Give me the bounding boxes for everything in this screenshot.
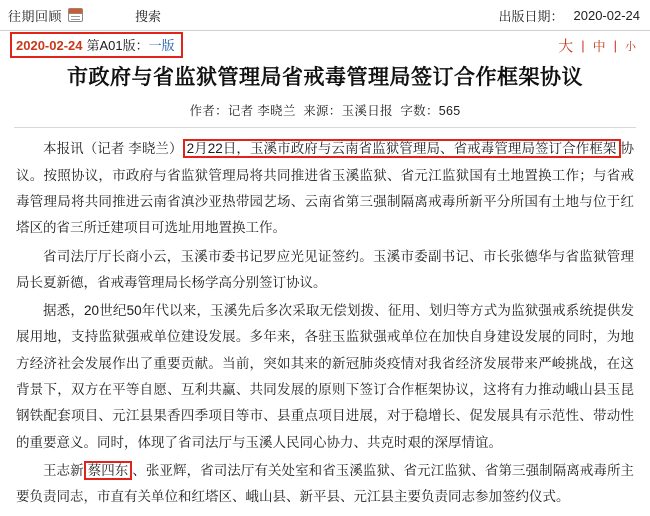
paragraph-4-lead: 王志新 — [43, 463, 84, 478]
author-label: 作者： — [189, 104, 228, 119]
paragraph-1-highlight: 2月22日，玉溪市政府与云南省监狱管理局、省戒毒管理局签订合作框架 — [183, 139, 621, 158]
source-value: 玉溪日报 — [341, 104, 393, 119]
font-size-small[interactable]: 小 — [625, 40, 636, 53]
calendar-icon[interactable] — [68, 8, 83, 22]
publish-date-group — [498, 0, 640, 30]
article-paragraph-2: 省司法厅厅长商小云，玉溪市委书记罗应光见证签约。玉溪市委副书记、市长张德华与省监狱管理局长夏新德，省戒毒管理局长杨学高分别签订协议。 — [16, 248, 634, 290]
wordcount-label: 字数： — [400, 104, 439, 119]
font-size-medium[interactable]: 中 — [592, 39, 606, 54]
author-value: 记者 李晓兰 — [227, 104, 296, 119]
article-body — [0, 128, 650, 510]
search-button[interactable]: 搜索 — [135, 8, 162, 24]
paragraph-1-rest: 协议。按照协议，市政府与省监狱管理局将共同推进省玉溪监狱、省元江监狱国有土地置换工作；与省戒毒管理局将共同推进云南省滇沙亚热带园艺场、云南省第三强制隔离戒毒所新平分所国有土地与位于红塔区的省三所迁建项目可选址用地置换工作。 — [16, 141, 634, 236]
paragraph-4-highlight-name: 蔡四东 — [84, 461, 133, 480]
font-size-large[interactable]: 大 — [558, 38, 574, 55]
font-size-separator-2: | — [613, 38, 617, 53]
issue-edition-name[interactable]: 一版 — [148, 38, 175, 53]
issue-edition: 第A01版：一版 — [86, 38, 175, 53]
paragraph-4-rest: 、张亚辉，省司法厅有关处室和省玉溪监狱、省元江监狱、省第三强制隔离戒毒所主要负责同志，市直有关单位和红塔区、峨山县、新平县、元江县主要负责同志参加签约仪式。 — [16, 463, 635, 505]
issue-badge[interactable] — [10, 32, 183, 58]
font-size-separator-1: | — [581, 38, 585, 53]
wordcount-value: 565 — [438, 104, 461, 119]
font-size-controls — [558, 35, 636, 56]
paragraph-1-lead: 本报讯（记者 李晓兰） — [43, 141, 183, 157]
article-paragraph-1 — [16, 136, 634, 241]
archive-label[interactable]: 往期回顾 — [8, 8, 63, 24]
article-paragraph-3: 据悉，20世纪50年代以来，玉溪先后多次采取无偿划拨、征用、划归等方式为监狱强戒系统提供发展用地，支持监狱强戒单位建设发展。多年来，各驻玉监狱强戒单位在加快自身建设发展的同时，为地方经济社会发展作出了重要贡献。当前，突如其来的新冠肺炎疫情对我省经济发展带来严峻挑战，在这背景下，双方在平等自愿、互利共赢、共同发展的原则下签订合作框架协议，这将有力推动峨山县玉昆钢铁配套项目、元江县果香四季项目等市、县重点项目进展，对于稳增长、促发展具有示范性、带动性的重要意义。同时，体现了省司法厅与玉溪人民同心协力、共克时艰的深厚情谊。 — [16, 303, 634, 450]
issue-row — [0, 31, 650, 59]
article-headline: 市政府与省监狱管理局省戒毒管理局签订合作框架协议 — [67, 66, 583, 89]
article-paragraph-4 — [16, 458, 634, 511]
top-toolbar — [0, 0, 650, 31]
publish-date-label: 出版日期： — [498, 8, 564, 24]
source-label: 来源： — [303, 104, 342, 119]
toolbar-left-group — [0, 6, 161, 25]
article-byline — [0, 101, 650, 119]
issue-date: 2020-02-24 — [16, 38, 83, 53]
publish-date-value: 2020-02-24 — [573, 7, 640, 23]
